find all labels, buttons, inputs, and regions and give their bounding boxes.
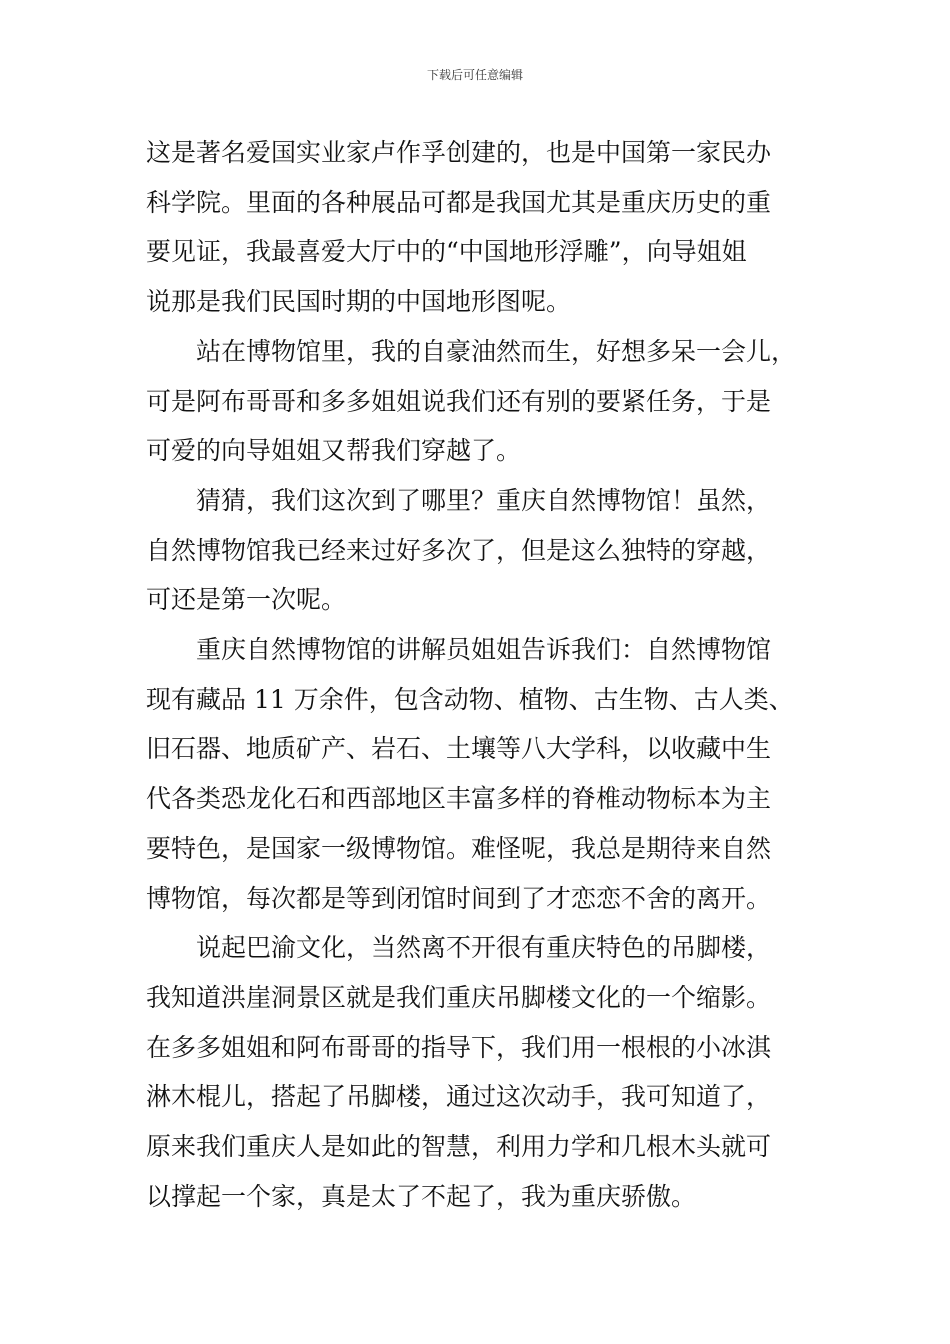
paragraph-1-text: 这是著名爱国实业家卢作孚创建的，也是中国第一家民办 科学院。里面的各种展品可都是我国尤其是重庆历史的重 要见证，我最喜爱大厅中的“中国地形浮雕”，向导姐姐 说那是我们民国时期的中国地形图呢。 (146, 138, 772, 317)
paragraph-5-text: 说起巴渝文化，当然离不开很有重庆特色的吊脚楼， 我知道洪崖洞景区就是我们重庆吊脚楼文化的一个缩影。 在多多姐姐和阿布哥哥的指导下，我们用一根根的小冰淇 淋木棍儿，搭起了吊脚楼，通过这次动手，我可知道了， 原来我们重庆人是如此的智慧，利用力学和几根木头就可 以撑起一个家，真是太了不起了，我为重庆骄傲。 (146, 933, 772, 1211)
paragraph-3-text: 猜猜，我们这次到了哪里？重庆自然博物馆！虽然， 自然博物馆我已经来过好多次了，但是这么独特的穿越， 可还是第一次呢。 (146, 485, 772, 615)
paragraph-3 (146, 476, 810, 625)
paragraph-2 (146, 327, 810, 476)
paragraph-5 (146, 923, 810, 1221)
paragraph-1 (146, 128, 810, 327)
article-body (146, 128, 810, 1221)
header-note: 下载后可任意编辑 (426, 68, 523, 82)
paragraph-4 (146, 625, 810, 923)
paragraph-2-text: 站在博物馆里，我的自豪油然而生，好想多呆一会儿， 可是阿布哥哥和多多姐姐说我们还有别的要紧任务，于是 可爱的向导姐姐又帮我们穿越了。 (146, 336, 797, 466)
paragraph-4-text: 重庆自然博物馆的讲解员姐姐告诉我们：自然博物馆 现有藏品 11 万余件，包含动物、植物、古生物、古人类、 旧石器、地质矿产、岩石、土壤等八大学科，以收藏中生 代各类恐龙化石和西部地区丰富多样的脊椎动物标本为主 要特色，是国家一级博物馆。难怪呢，我总是期待来自然 博物馆，每次都是等到闭馆时间到了才恋恋不舍的离开。 (146, 635, 794, 913)
